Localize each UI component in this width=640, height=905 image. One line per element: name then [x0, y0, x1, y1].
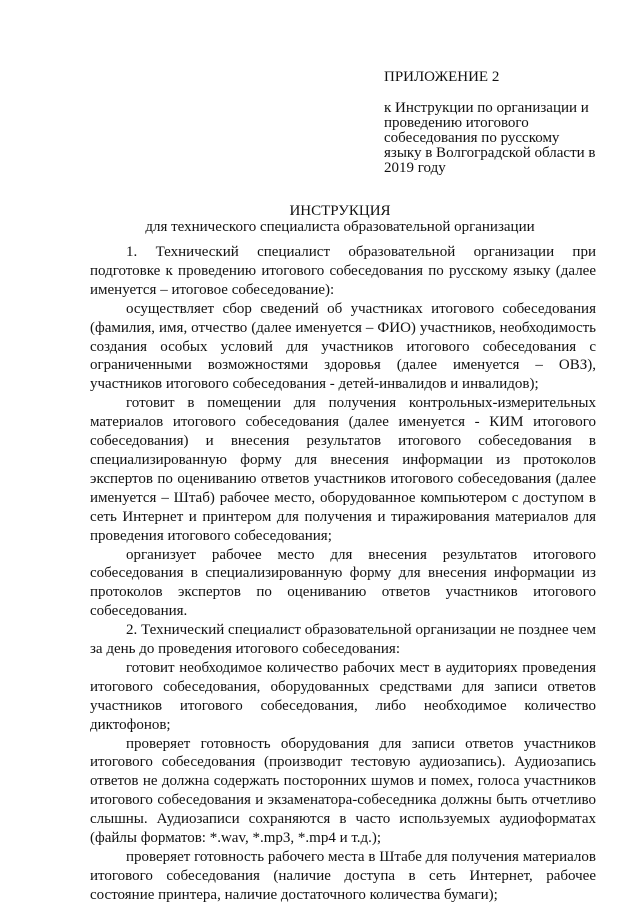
paragraph-3: готовит в помещении для получения контрольных-измерительных материалов итогового собеседования (далее именуется - КИМ итогового собеседования) и внесения результатов итогового собеседования в специализированную форму для внесения информации из протоколов экспертов по оцениванию ответов участников итогового собеседования (далее именуется – Штаб) рабочее место, оборудованное компьютером с доступом в сеть Интернет и принтером для получения и тиражирования материалов для проведения итогового собеседования;: [90, 395, 596, 544]
paragraph-1: 1. Технический специалист образовательной организации при подготовке к проведению итогового собеседования по русскому языку (далее именуется – итоговое собеседование):: [90, 244, 596, 298]
paragraph-5: 2. Технический специалист образовательной организации не позднее чем за день до проведения итогового собеседования:: [90, 622, 596, 658]
paragraph-2: осуществляет сбор сведений об участниках итогового собеседования (фамилия, имя, отчество (далее именуется – ФИО) участников, необходимость создания особых условий для участников итогового собеседования с ограниченными возможностями здоровья (далее именуется – ОВЗ), участников итогового собеседования - детей-инвалидов и инвалидов);: [90, 300, 596, 393]
appendix-title: ПРИЛОЖЕНИЕ 2: [384, 69, 500, 85]
document-body: [90, 243, 596, 905]
document-heading: [80, 203, 600, 235]
paragraph-7: проверяет готовность оборудования для записи ответов участников итогового собеседования (производит тестовую аудиозапись). Аудиозапись ответов не должна содержать посторонних шумов и помех, голоса участников итогового собеседования и экзаменатора-собеседника должны быть отчетливо слышны. Аудиозаписи сохраняются в часто используемых аудиоформатах (файлы форматов: *.wav, *.mp3, *.mp4 и т.д.);: [90, 735, 596, 847]
paragraph-6: готовит необходимое количество рабочих мест в аудиториях проведения итогового собеседования, оборудованных средствами для записи ответов участников итогового собеседования, либо необходимое количество диктофонов;: [90, 659, 596, 733]
appendix-block: [384, 70, 614, 176]
appendix-reference: к Инструкции по организации и проведению итогового собеседования по русскому языку в Волгоградской области в 2019 году: [384, 100, 596, 176]
paragraph-4: организует рабочее место для внесения результатов итогового собеседования в специализированную форму для внесения информации из протоколов экспертов по оцениванию ответов участников итогового собеседования.: [90, 546, 596, 620]
document-subtitle: для технического специалиста образовательной организации: [145, 219, 535, 235]
document-title: ИНСТРУКЦИЯ: [289, 203, 391, 219]
paragraph-8: проверяет готовность рабочего места в Штабе для получения материалов итогового собеседования (наличие доступа в сеть Интернет, рабочее состояние принтера, наличие достаточного количества бумаги);: [90, 849, 596, 903]
